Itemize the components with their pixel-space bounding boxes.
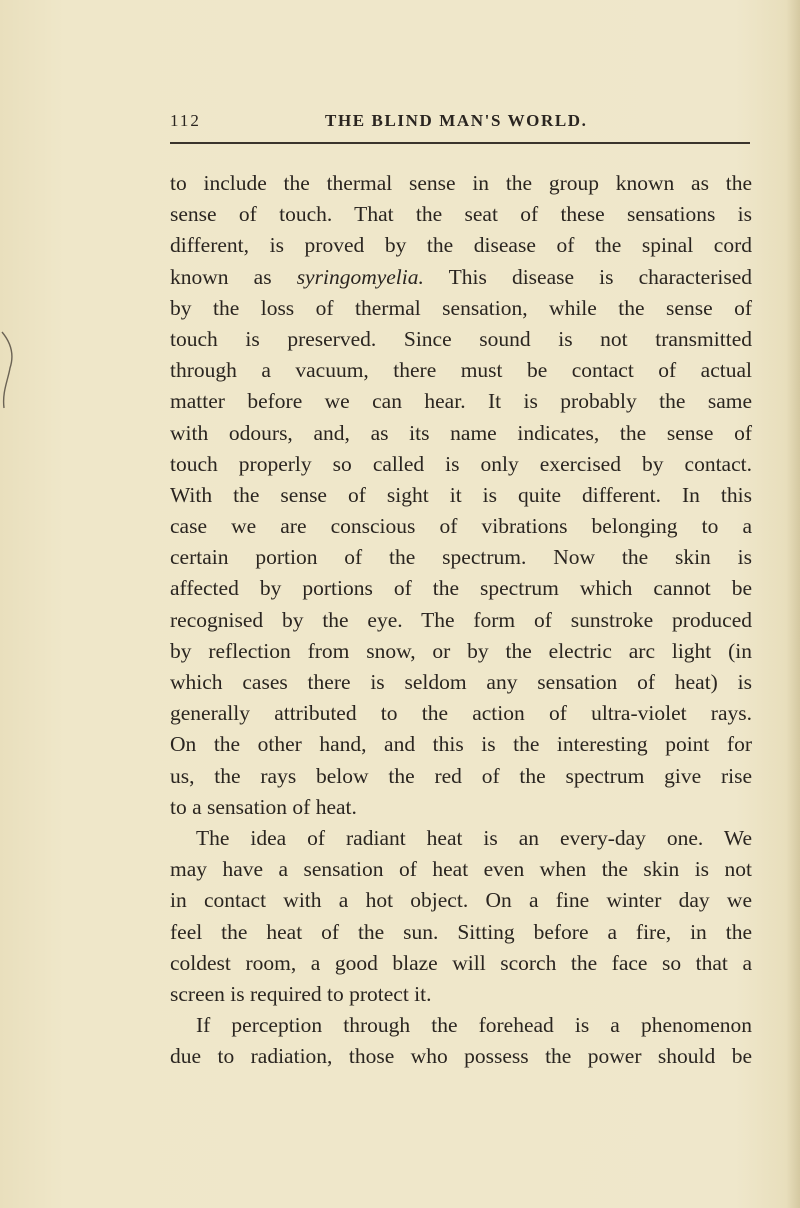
italic-term: syringomyelia.: [296, 264, 424, 289]
text-line: generally attributed to the action of ultra-violet rays.: [170, 701, 752, 726]
paragraph-start-line: The idea of radiant heat is an every-day one. We: [196, 825, 752, 850]
text-line: in contact with a hot object. On a fine winter day we: [170, 888, 752, 913]
running-head: [170, 111, 750, 135]
text-line: certain portion of the spectrum. Now the skin is: [170, 545, 752, 570]
text-line: touch is preserved. Since sound is not transmitted: [170, 326, 752, 351]
text-line: to include the thermal sense in the group known as the: [170, 171, 752, 195]
text-line: case we are conscious of vibrations belonging to a: [170, 514, 752, 539]
text-line: through a vacuum, there must be contact of actual: [170, 358, 752, 383]
text-line: which cases there is seldom any sensation of heat) is: [170, 670, 752, 694]
text-line: with odours, and, as its name indicates, the sense of: [170, 420, 752, 445]
paragraph-end-line: screen is required to protect it.: [170, 981, 432, 1006]
text-line: by reflection from snow, or by the electric arc light (in: [170, 638, 752, 663]
text-line: touch properly so called is only exercised by contact.: [170, 451, 752, 476]
text-line: us, the rays below the red of the spectrum give rise: [170, 763, 752, 788]
text-line: due to radiation, those who possess the power should be: [170, 1044, 752, 1069]
text-line: sense of touch. That the seat of these sensations is: [170, 202, 752, 227]
text-line: feel the heat of the sun. Sitting before a fire, in the: [170, 919, 752, 944]
text-line: may have a sensation of heat even when the skin is not: [170, 857, 752, 882]
paragraph-end-line: to a sensation of heat.: [170, 794, 357, 819]
text-line: With the sense of sight it is quite different. In this: [170, 482, 752, 507]
running-title: THE BLIND MAN'S WORLD.: [325, 111, 588, 130]
body-text: [170, 168, 752, 1072]
page-edge-shadow: [786, 0, 800, 1208]
margin-pencil-mark: [0, 330, 22, 410]
text-line: different, is proved by the disease of the spinal cord: [170, 233, 752, 258]
page-number: 112: [170, 111, 201, 130]
text-line-with-italic: known as syringomyelia. This disease is characterised: [170, 264, 753, 289]
text-line: coldest room, a good blaze will scorch the face so that a: [170, 950, 752, 975]
text-line: affected by portions of the spectrum which cannot be: [170, 576, 752, 601]
text-line: matter before we can hear. It is probably the same: [170, 389, 752, 414]
text-line: by the loss of thermal sensation, while the sense of: [170, 295, 752, 320]
header-rule: [170, 142, 750, 144]
paragraph-start-line: If perception through the forehead is a phenomenon: [196, 1013, 752, 1038]
text-line: On the other hand, and this is the interesting point for: [170, 732, 752, 757]
text-line: recognised by the eye. The form of sunstroke produced: [170, 607, 752, 632]
